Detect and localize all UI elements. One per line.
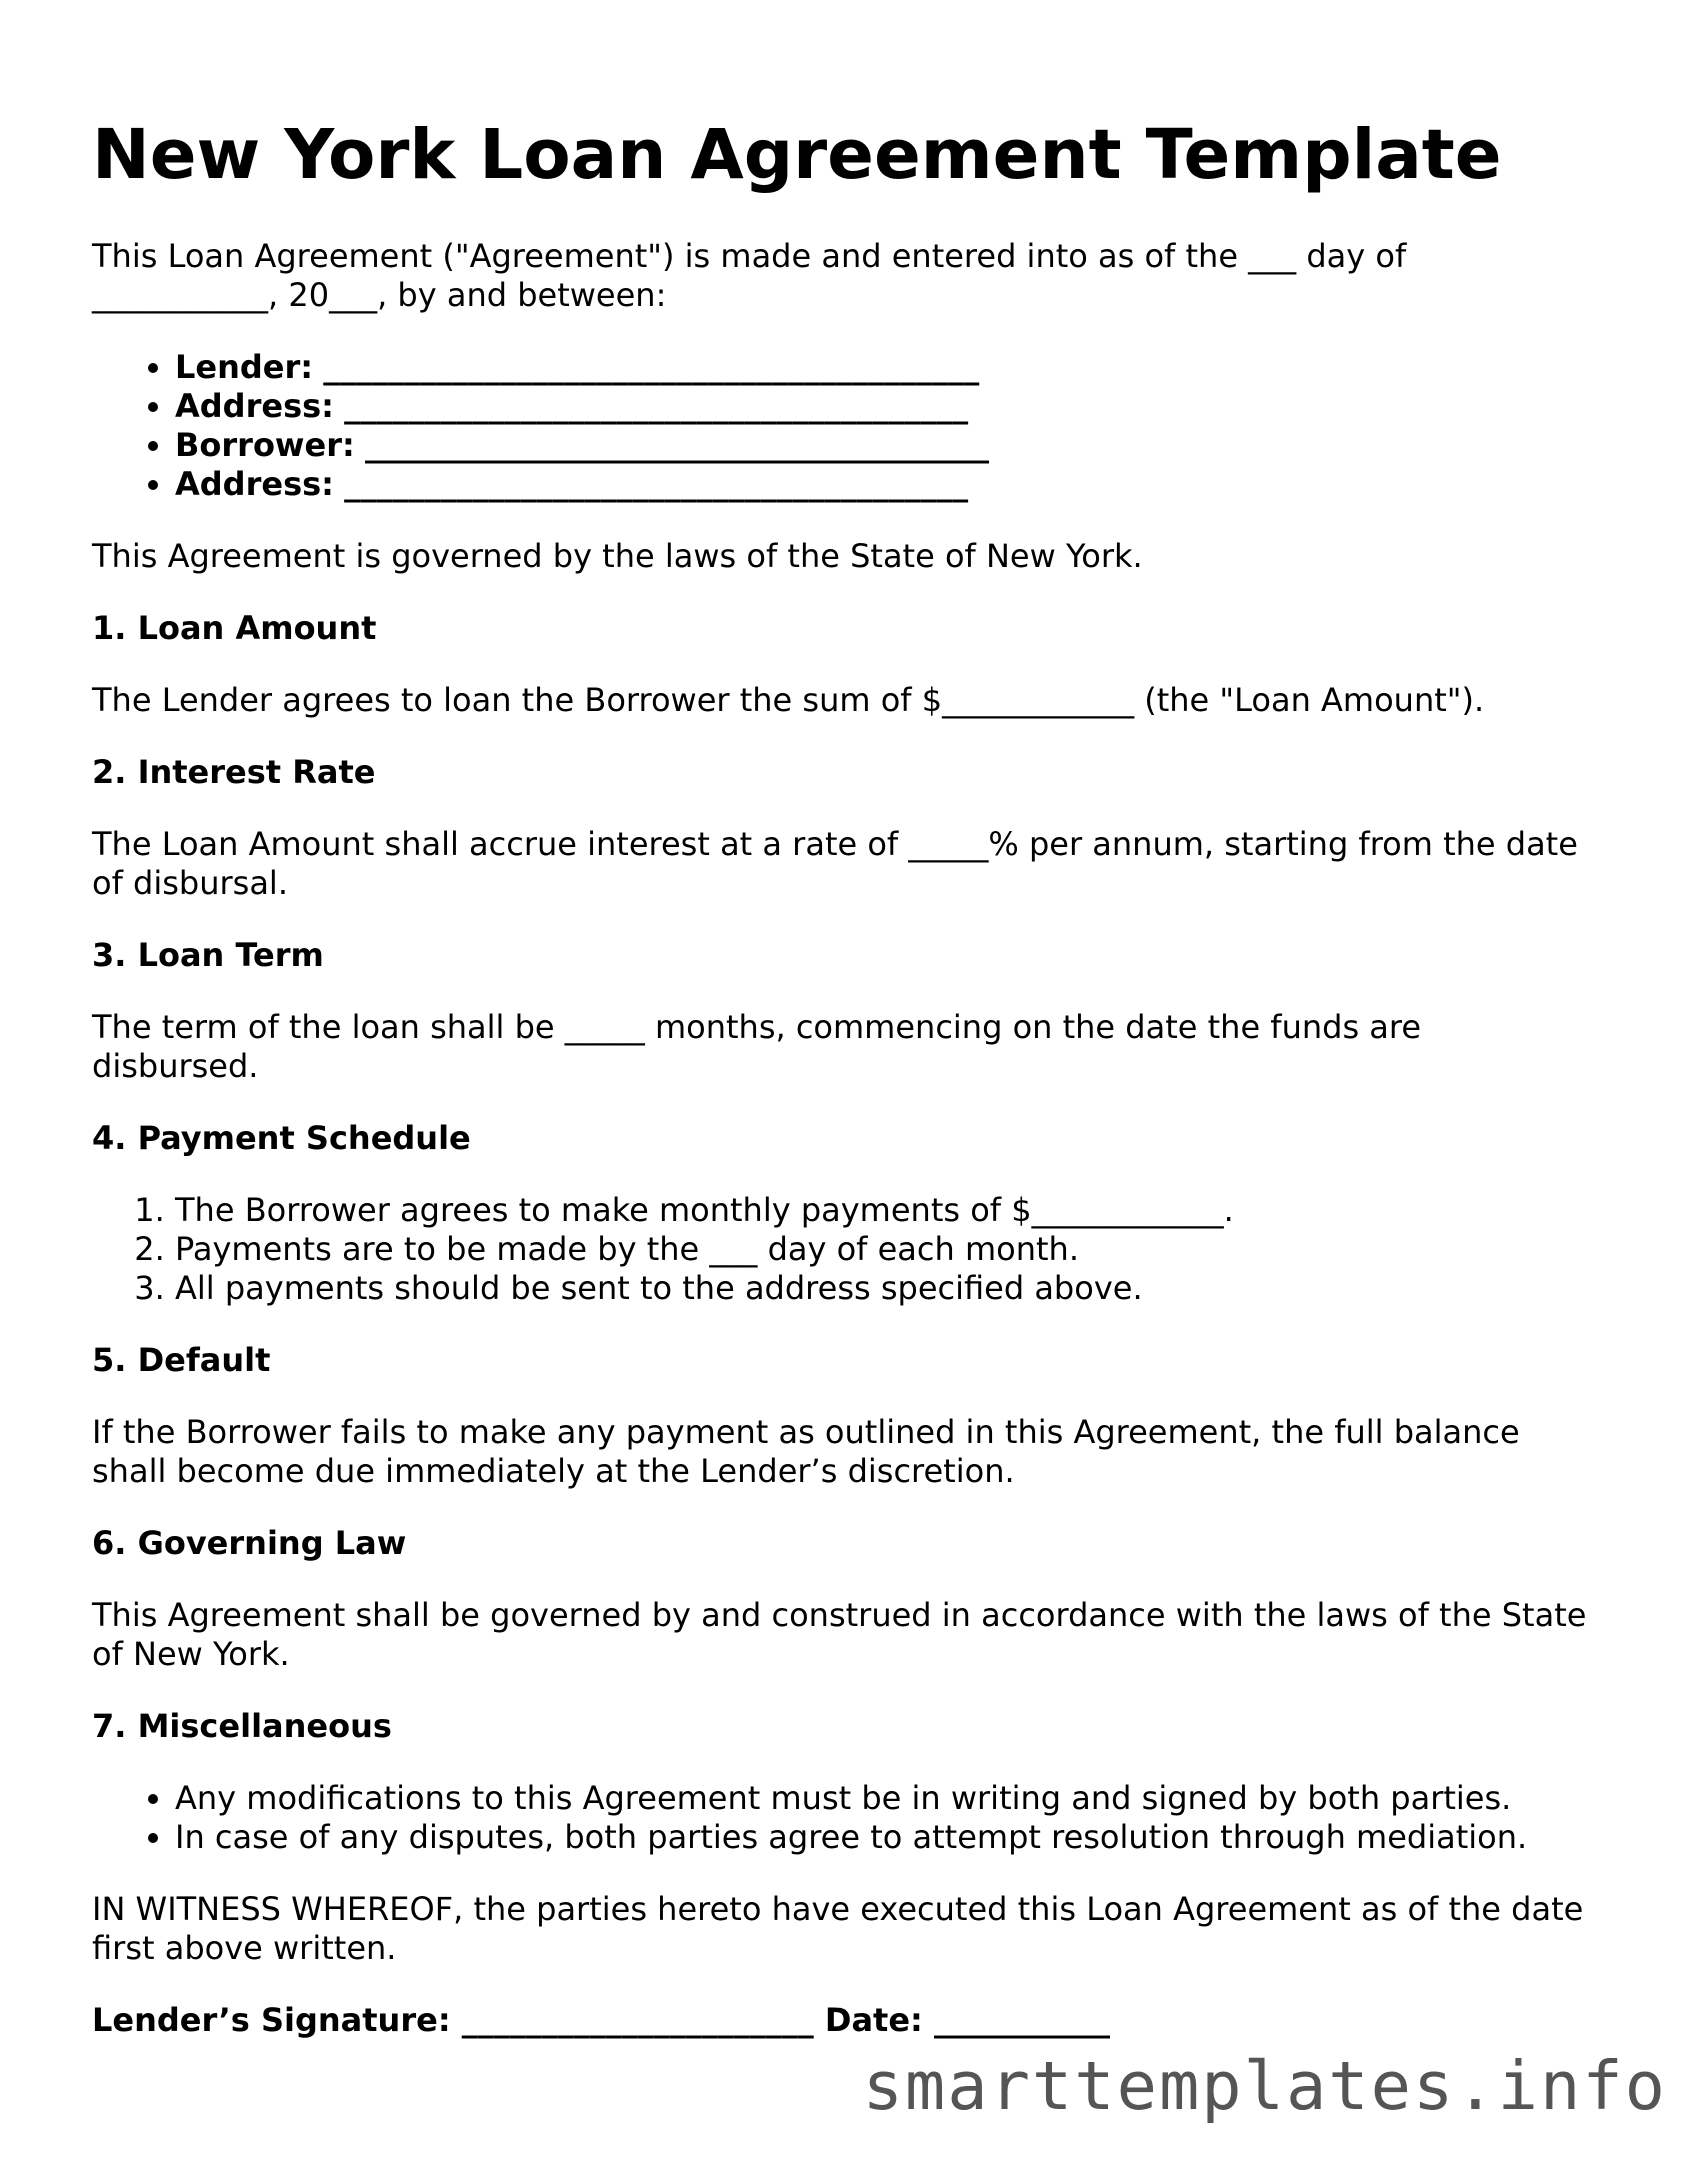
signature-line — [92, 2001, 1592, 2040]
section-heading-interest-rate: 2. Interest Rate — [92, 753, 376, 791]
party-borrower — [175, 426, 1592, 465]
section-heading-loan-amount: 1. Loan Amount — [92, 609, 377, 647]
parties-list — [92, 348, 1592, 504]
list-item: 1. The Borrower agrees to make monthly payments of $____________. — [175, 1191, 1592, 1230]
date-label: Date: — [824, 2001, 923, 2039]
party-label: Borrower: — [175, 426, 355, 464]
section-text-default: If the Borrower fails to make any payment as outlined in this Agreement, the full balance shall become due immediately at the Lender’s discretion. — [92, 1413, 1520, 1490]
list-item: 3. All payments should be sent to the address specified above. — [175, 1269, 1592, 1308]
party-blank: _______________________________________ — [364, 426, 989, 464]
list-item: • In case of any disputes, both parties agree to attempt resolution through mediation. — [175, 1818, 1592, 1857]
watermark: smarttemplates.info — [862, 2047, 1667, 2125]
section-heading-default: 5. Default — [92, 1341, 271, 1379]
signature-label: Lender’s Signature: — [92, 2001, 451, 2039]
section-text-governing-law: This Agreement shall be governed by and construed in accordance with the laws of the State of New York. — [92, 1596, 1587, 1673]
document-title: New York Loan Agreement Template — [92, 115, 1502, 195]
party-label: Lender: — [175, 348, 314, 386]
section-heading-loan-term: 3. Loan Term — [92, 936, 324, 974]
party-blank: _________________________________________ — [323, 348, 980, 386]
governed-statement: This Agreement is governed by the laws of the State of New York. — [92, 537, 1143, 575]
party-lender — [175, 348, 1592, 387]
party-borrower-address — [175, 465, 1592, 504]
section-text-loan-term: The term of the loan shall be _____ months, commencing on the date the funds are disbursed. — [92, 1008, 1422, 1085]
list-item: • Any modifications to this Agreement must be in writing and signed by both parties. — [175, 1779, 1592, 1818]
date-blank: ___________ — [933, 2001, 1110, 2039]
section-heading-payment-schedule: 4. Payment Schedule — [92, 1119, 471, 1157]
witness-paragraph: IN WITNESS WHEREOF, the parties hereto have executed this Loan Agreement as of the date first above written. — [92, 1890, 1584, 1967]
list-item: 2. Payments are to be made by the ___ day of each month. — [175, 1230, 1592, 1269]
section-text-loan-amount: The Lender agrees to loan the Borrower the sum of $____________ (the "Loan Amount"). — [92, 681, 1485, 719]
payment-schedule-list — [92, 1191, 1592, 1308]
section-text-interest-rate: The Loan Amount shall accrue interest at a rate of _____% per annum, starting from the date of disbursal. — [92, 825, 1578, 902]
section-heading-miscellaneous: 7. Miscellaneous — [92, 1707, 392, 1745]
document-page — [92, 110, 1592, 2040]
party-blank: _______________________________________ — [344, 387, 969, 425]
party-lender-address — [175, 387, 1592, 426]
miscellaneous-list — [92, 1779, 1592, 1857]
signature-blank: ______________________ — [461, 2001, 814, 2039]
party-label: Address: — [175, 465, 334, 503]
section-heading-governing-law: 6. Governing Law — [92, 1524, 407, 1562]
party-label: Address: — [175, 387, 334, 425]
party-blank: _______________________________________ — [344, 465, 969, 503]
intro-paragraph: This Loan Agreement ("Agreement") is made and entered into as of the ___ day of ___________, 20___, by and between: — [92, 237, 1407, 314]
